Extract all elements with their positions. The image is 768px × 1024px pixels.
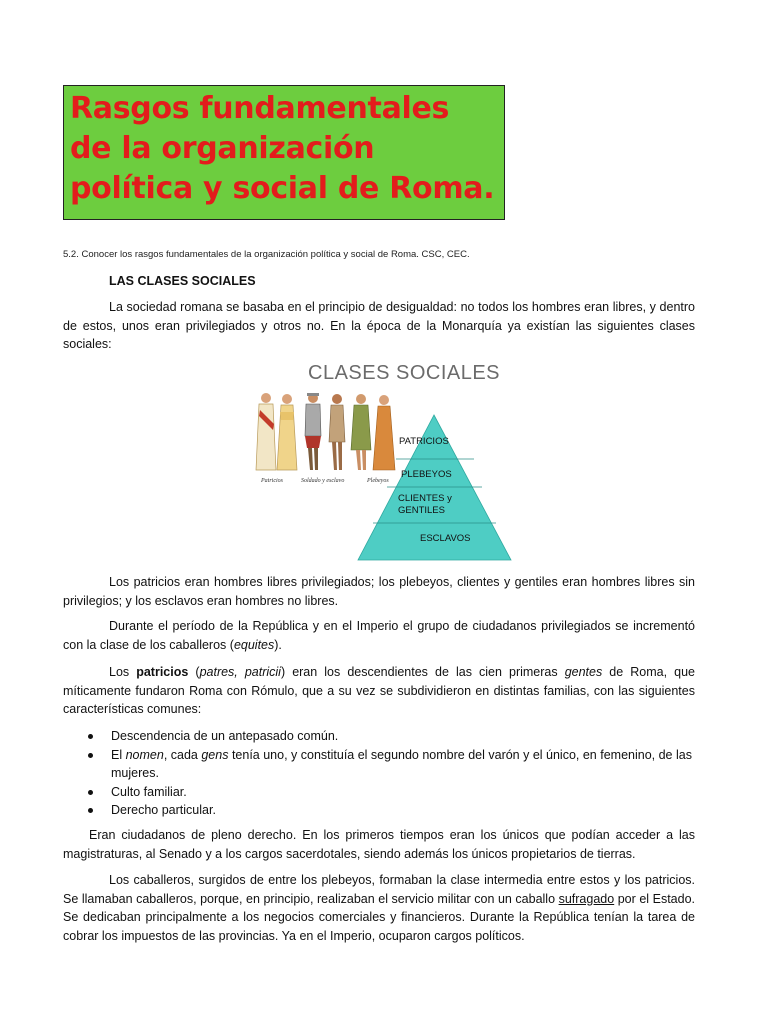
bullet-icon xyxy=(88,734,93,739)
patricios-paragraph: Los patricios (patres, patricii) eran los descendientes de las cien primeras gentes de Roma, que míticamente fundaron Roma con Rómulo, que a su vez se subdividieron en distintas familias, con las siguientes características comunes: xyxy=(63,665,695,716)
social-pyramid xyxy=(356,413,513,563)
list-item: Derecho particular. xyxy=(88,801,696,820)
level-plebeyos: PLEBEYOS xyxy=(401,469,452,480)
title-box xyxy=(63,85,505,220)
standard-reference: 5.2. Conocer los rasgos fundamentales de la organización política y social de Roma. CSC, CEC. xyxy=(63,249,470,260)
level-clientes: CLIENTES y xyxy=(398,493,452,504)
caballeros-paragraph: Los caballeros, surgidos de entre los plebeyos, formaban la clase intermedia entre estos y los patricios. Se llamaban caballeros, porque, en principio, realizaban el servicio militar con un caballo sufragado por el Estado. Se dedicaban principalmente a los negocios comerciales y financieros. Durante la República tenían la tarea de cobrar los impuestos de las provincias. Ya en el Imperio, ocuparon cargos políticos. xyxy=(63,873,695,943)
bullet-icon xyxy=(88,808,93,813)
free-men-paragraph: Los patricios eran hombres libres privilegiados; los plebeyos, clientes y gentiles eran hombres libres sin privilegios; y los esclavos eran hombres no libres. xyxy=(63,575,695,608)
caption-plebeyos: Plebeyos xyxy=(367,478,389,484)
patricios-characteristics-list xyxy=(88,727,696,820)
caption-patricios: Patricios xyxy=(261,478,283,484)
list-item: Culto familiar. xyxy=(88,783,696,802)
ciudadanos-paragraph: Eran ciudadanos de pleno derecho. En los primeros tiempos eran los únicos que podían acceder a las magistraturas, al Senado y a los cargos sacerdotales, siendo además los únicos propietarios de tierras. xyxy=(63,828,695,861)
list-item: Descendencia de un antepasado común. xyxy=(88,727,696,746)
bullet-icon xyxy=(88,790,93,795)
intro-paragraph: La sociedad romana se basaba en el principio de desigualdad: no todos los hombres eran libres, y dentro de estos, unos eran privilegiados y otros no. En la época de la Monarquía ya existían las siguientes clases sociales: xyxy=(63,300,695,351)
bullet-icon xyxy=(88,753,93,758)
equites-paragraph: Durante el período de la República y en el Imperio el grupo de ciudadanos privilegiados se incrementó con la clase de los caballeros (equites). xyxy=(63,619,695,652)
figure-title: CLASES SOCIALES xyxy=(308,362,501,384)
page-title: Rasgos fundamentales de la organización política y social de Roma. xyxy=(70,91,495,206)
section-heading: LAS CLASES SOCIALES xyxy=(109,274,256,288)
level-gentiles: GENTILES xyxy=(398,505,445,516)
level-patricios: PATRICIOS xyxy=(399,436,449,447)
level-esclavos: ESCLAVOS xyxy=(420,533,471,544)
social-classes-figure xyxy=(253,358,513,563)
list-item: El nomen, cada gens tenía uno, y constituía el segundo nombre del varón y el único, en femenino, de las mujeres. xyxy=(88,746,696,783)
caption-soldado-esclavo: Soldado y esclavo xyxy=(301,478,345,484)
